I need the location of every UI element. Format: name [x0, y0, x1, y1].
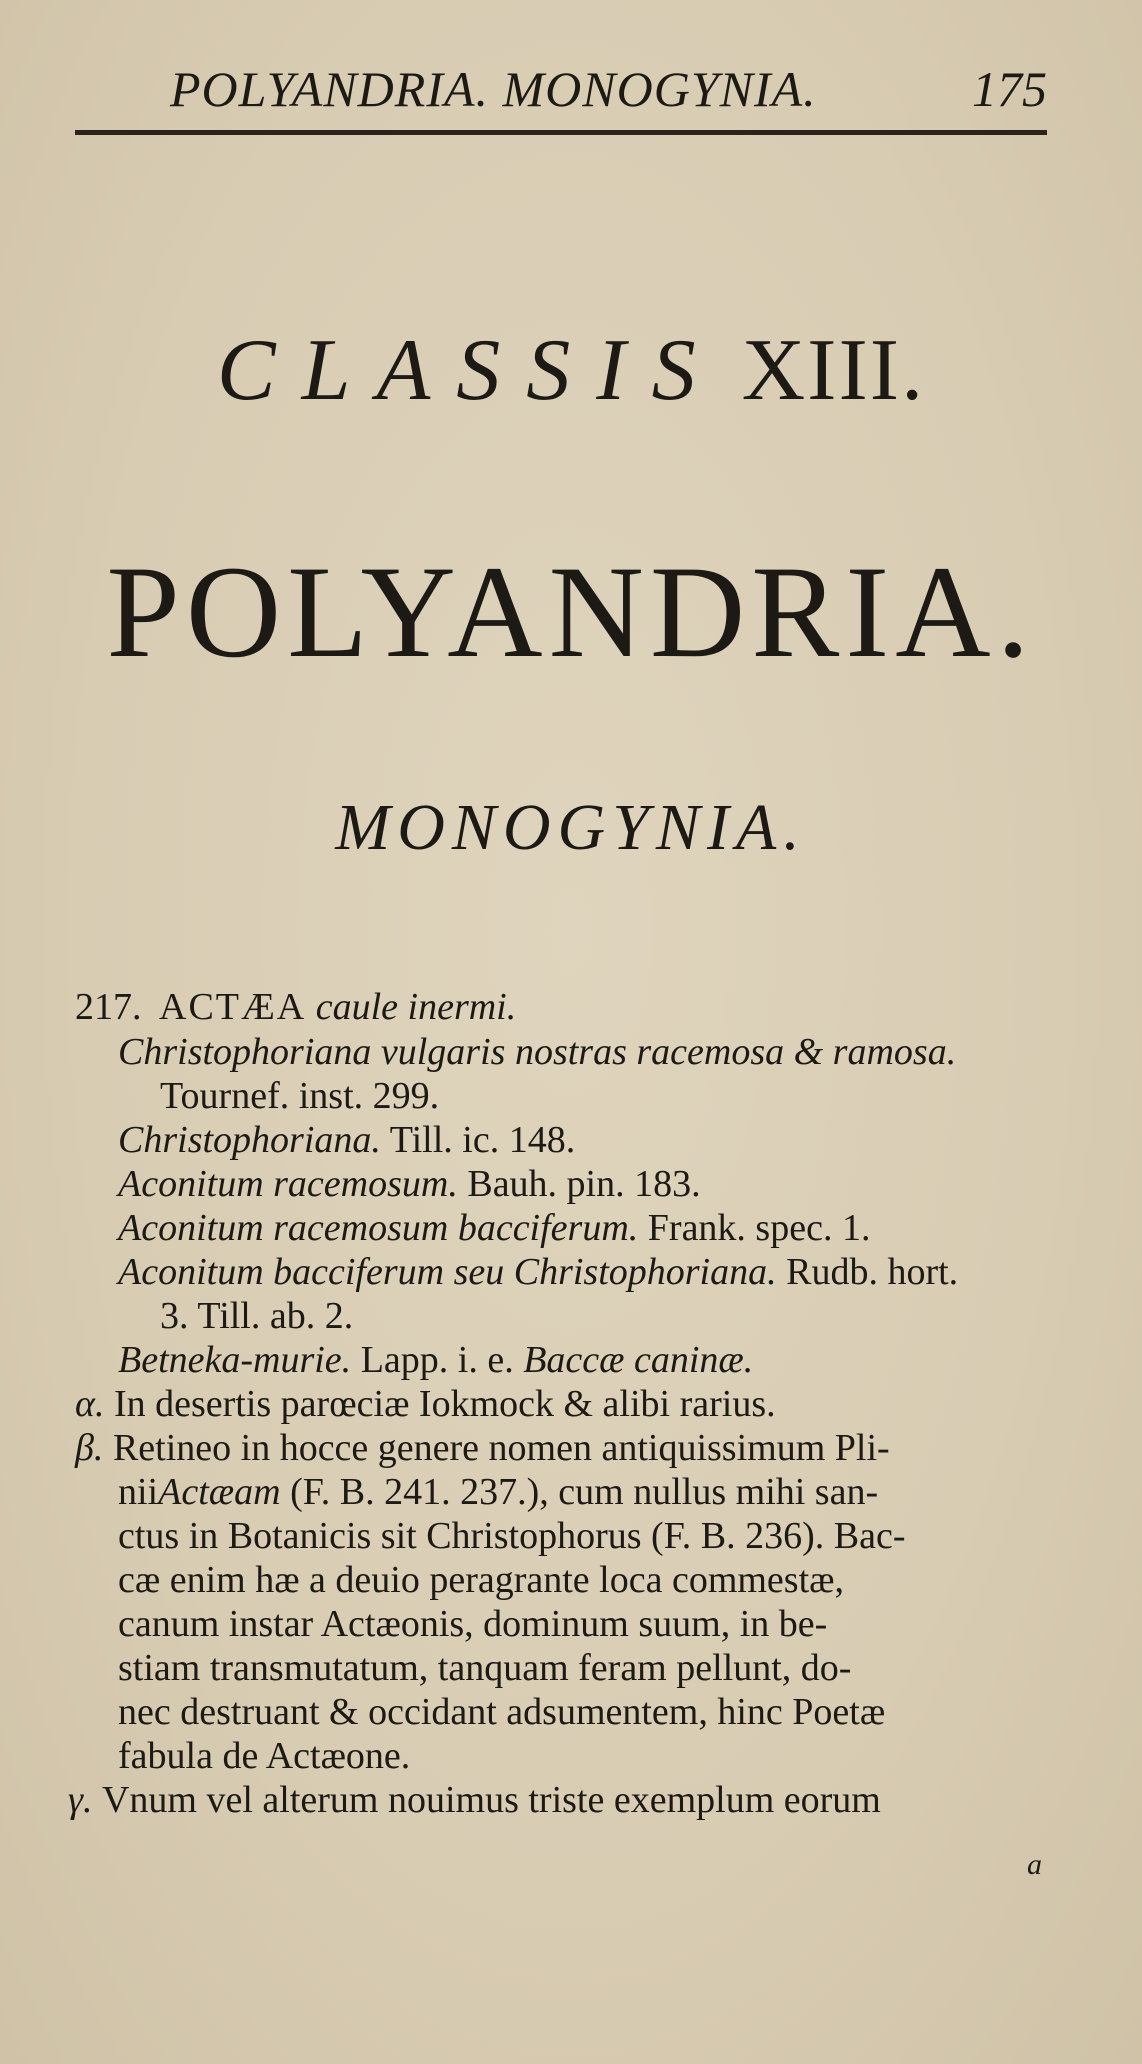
note-line: cæ enim hæ a deuio peragrante loca commestæ,	[118, 1559, 844, 1601]
entry-heading	[75, 985, 516, 1029]
running-title: POLYANDRIA. MONOGYNIA.	[170, 61, 817, 117]
synonym-line	[118, 1250, 958, 1294]
synonym-gloss: Baccæ caninæ.	[523, 1339, 754, 1381]
synonym-ref: Bauh. pin. 183.	[467, 1163, 701, 1205]
synonym-name: Christophoriana.	[118, 1119, 381, 1161]
synonym-ref: Rudb. hort.	[786, 1251, 959, 1293]
genus-name: ACTÆA	[159, 986, 307, 1028]
note-mark: γ.	[68, 1779, 93, 1821]
note-line	[68, 1778, 881, 1822]
synonym-ref: Till. ic. 148.	[389, 1119, 576, 1161]
synonym-name: Aconitum racemosum.	[118, 1163, 458, 1205]
synonym-line	[118, 1118, 575, 1162]
synonym-name: Aconitum racemosum bacciferum.	[118, 1207, 639, 1249]
note-line: canum instar Actæonis, dominum suum, in be-	[118, 1603, 828, 1645]
synonym-ref: Tournef. inst. 299.	[160, 1075, 440, 1117]
synonym-ref: Lapp. i. e.	[360, 1339, 514, 1381]
note-text: Vnum vel alterum nouimus triste exemplum eorum	[101, 1779, 881, 1821]
catchword: a	[1027, 1848, 1042, 1881]
classis-numeral: XIII.	[741, 322, 926, 419]
note-line: stiam transmutatum, tanquam feram pellunt, do-	[118, 1647, 852, 1689]
note-lead: nii	[118, 1471, 159, 1513]
page-header	[75, 60, 1047, 120]
synonym-name: Aconitum bacciferum seu Christophoriana.	[118, 1251, 777, 1293]
genus-diagnosis: caule inermi.	[315, 986, 517, 1028]
note-line	[75, 1426, 890, 1470]
note-mark: β.	[75, 1427, 104, 1469]
classis-label: CLASSIS	[216, 322, 722, 419]
header-rule	[75, 130, 1047, 135]
class-name: POLYANDRIA.	[106, 538, 1036, 685]
note-line: ctus in Botanicis sit Christophorus (F. B. 236). Bac-	[118, 1515, 906, 1557]
synonym-ref: 3. Till. ab. 2.	[160, 1295, 354, 1337]
page-number: 175	[972, 61, 1047, 117]
class-heading	[0, 320, 1142, 421]
note-text: Retineo in hocce genere nomen antiquissimum Pli-	[112, 1427, 890, 1469]
entry-number: 217.	[75, 986, 142, 1028]
synonym-ref: Frank. spec. 1.	[647, 1207, 871, 1249]
synonym-line	[118, 1206, 870, 1250]
synonym-line: Christophoriana vulgaris nostras racemosa & ramosa.	[118, 1031, 957, 1073]
note-mark: α.	[75, 1383, 105, 1425]
order-name: MONOGYNIA.	[335, 791, 807, 864]
note-text: In desertis parœciæ Iokmock & alibi rarius.	[113, 1383, 776, 1425]
note-line: fabula de Actæone.	[118, 1735, 411, 1777]
note-line: nec destruant & occidant adsumentem, hinc Poetæ	[118, 1691, 886, 1733]
synonym-line	[118, 1162, 701, 1206]
note-lead-italic: Actæam	[158, 1471, 281, 1513]
note-line	[75, 1382, 776, 1426]
synonym-line	[118, 1338, 753, 1382]
note-text: (F. B. 241. 237.), cum nullus mihi san-	[290, 1471, 879, 1513]
synonym-name: Betneka-murie.	[118, 1339, 352, 1381]
note-line	[118, 1470, 878, 1514]
